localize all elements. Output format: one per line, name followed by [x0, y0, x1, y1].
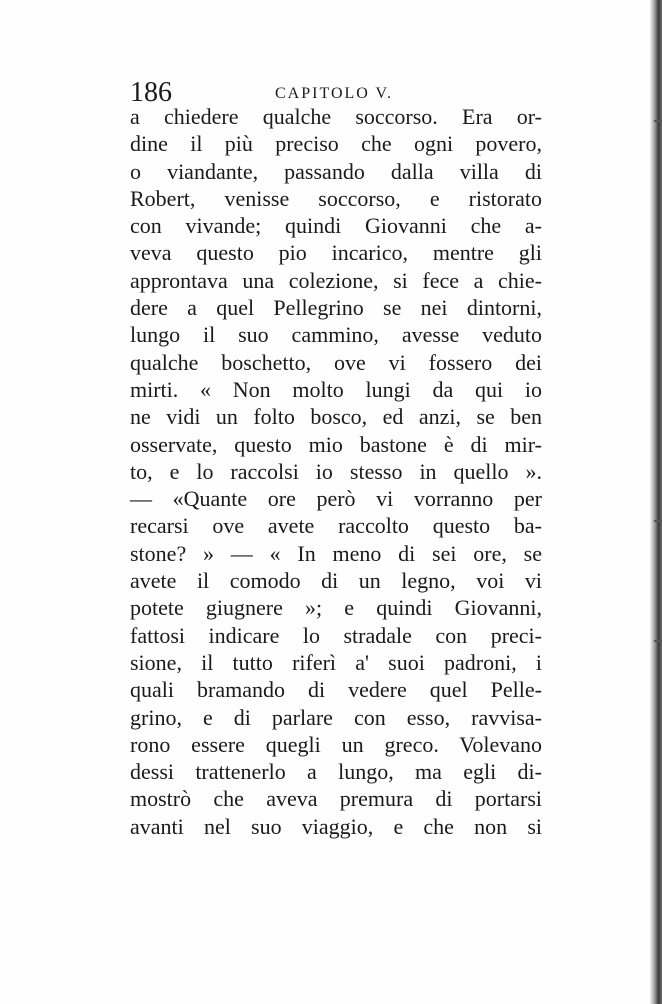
edge-mark — [654, 120, 662, 122]
text-line: avanti nel suo viaggio, e che non si — [130, 813, 542, 839]
text-line: — «Quante ore però vi vorranno per — [130, 486, 542, 512]
text-line: grino, e di parlare con esso, ravvisa- — [130, 704, 542, 730]
text-line: to, e lo raccolsi io stesso in quello ». — [130, 458, 542, 484]
text-line: ne vidi un folto bosco, ed anzi, se ben — [130, 404, 542, 430]
text-line: con vivande; quindi Giovanni che a- — [130, 213, 542, 239]
page-binding-edge — [650, 0, 662, 1004]
text-line: a chiedere qualche soccorso. Era or- — [130, 104, 542, 129]
text-line: potete giugnere »; e quindi Giovanni, — [130, 595, 542, 621]
text-line: dessi trattenerlo a lungo, ma egli di- — [130, 759, 542, 785]
text-line: rono essere quegli un greco. Volevano — [130, 731, 542, 757]
edge-mark — [654, 520, 662, 522]
running-head: CAPITOLO V. — [275, 85, 394, 102]
text-line: lungo il suo cammino, avesse veduto — [130, 322, 542, 348]
text-line: fattosi indicare lo stradale con preci- — [130, 622, 542, 648]
text-line: dere a quel Pellegrino se nei dintorni, — [130, 295, 542, 321]
text-line: recarsi ove avete raccolto questo ba- — [130, 513, 542, 539]
text-line: avete il comodo di un legno, voi vi — [130, 568, 542, 594]
text-line: mirti. « Non molto lungi da qui io — [130, 376, 542, 402]
text-line: mostrò che aveva premura di portarsi — [130, 786, 542, 812]
text-line: stone? » — « In meno di sei ore, se — [130, 540, 542, 566]
page-number: 186 — [130, 77, 172, 108]
text-line: dine il più preciso che ogni povero, — [130, 131, 542, 157]
edge-mark — [654, 640, 662, 642]
text-line: quali bramando di vedere quel Pelle- — [130, 677, 542, 703]
text-line: Robert, venisse soccorso, e ristorato — [130, 185, 542, 211]
text-line: osservate, questo mio bastone è di mir- — [130, 431, 542, 457]
text-line: sione, il tutto riferì a' suoi padroni, i — [130, 649, 542, 675]
text-line: approntava una colezione, si fece a chie- — [130, 267, 542, 293]
text-line: veva questo pio incarico, mentre gli — [130, 240, 542, 266]
body-text — [130, 103, 542, 840]
text-line: o viandante, passando dalla villa di — [130, 158, 542, 184]
text-line: qualche boschetto, ove vi fossero dei — [130, 349, 542, 375]
